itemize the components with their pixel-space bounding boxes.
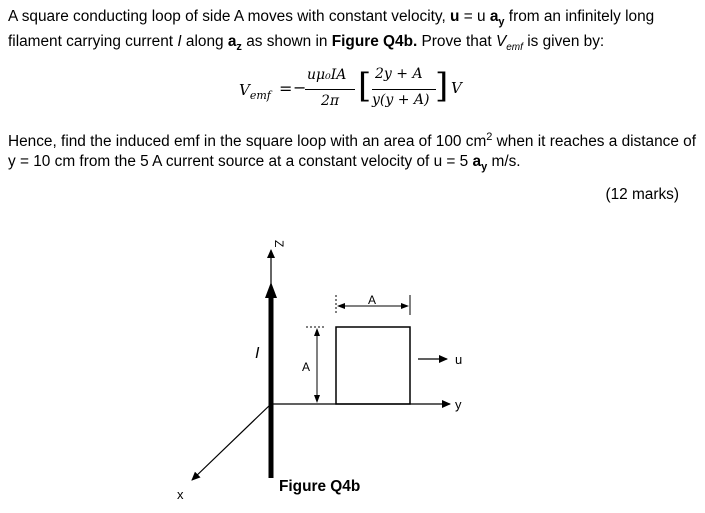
filament-arrowhead (265, 282, 277, 298)
label-u: u (455, 352, 463, 367)
dim-side-arrow-bottom (314, 395, 320, 403)
fraction-2-numerator: 2y + A (375, 66, 423, 82)
dim-top-arrow-right (401, 303, 409, 309)
left-bracket: [ (358, 66, 372, 106)
label-A-side: A (302, 360, 311, 374)
square-loop (336, 327, 410, 404)
marks-label: (12 marks) (605, 186, 679, 203)
x-axis (192, 404, 271, 480)
fraction-2-denominator: y(y + A) (372, 92, 430, 108)
fraction-1-numerator: uμ₀IA (307, 67, 347, 83)
problem-paragraph-1: A square conducting loop of side A moves with constant velocity, u = u $a_y$ from an infinitely long filament carrying current I along $a_z$ as shown in Figure Q4b. Prove that $V_{emf}$ is given by: (8, 8, 655, 54)
label-y: y (455, 397, 462, 412)
right-bracket: ] (435, 66, 449, 106)
dim-side-arrow-top (314, 328, 320, 336)
minus-sign: − (293, 78, 307, 97)
fraction-1-denominator: 2π (321, 93, 340, 109)
label-z: Z (272, 240, 286, 248)
equation-lhs: $V_{emf}$ (239, 81, 271, 102)
label-A-top: A (368, 293, 377, 307)
label-x: x (177, 487, 184, 502)
equation-unit: V (451, 79, 462, 97)
problem-paragraph-2: Hence, find the induced emf in the square loop with an area of 100 $cm^2$ when it reaches a distance of y = 10 cm from the 5 A current source at a constant velocity of u = 5 $a_y$ m/s. (8, 131, 697, 174)
dim-top-arrow-left (337, 303, 345, 309)
figure-caption: Figure Q4b (279, 478, 361, 495)
label-I: I (255, 345, 260, 362)
equals-sign: = (279, 79, 293, 98)
